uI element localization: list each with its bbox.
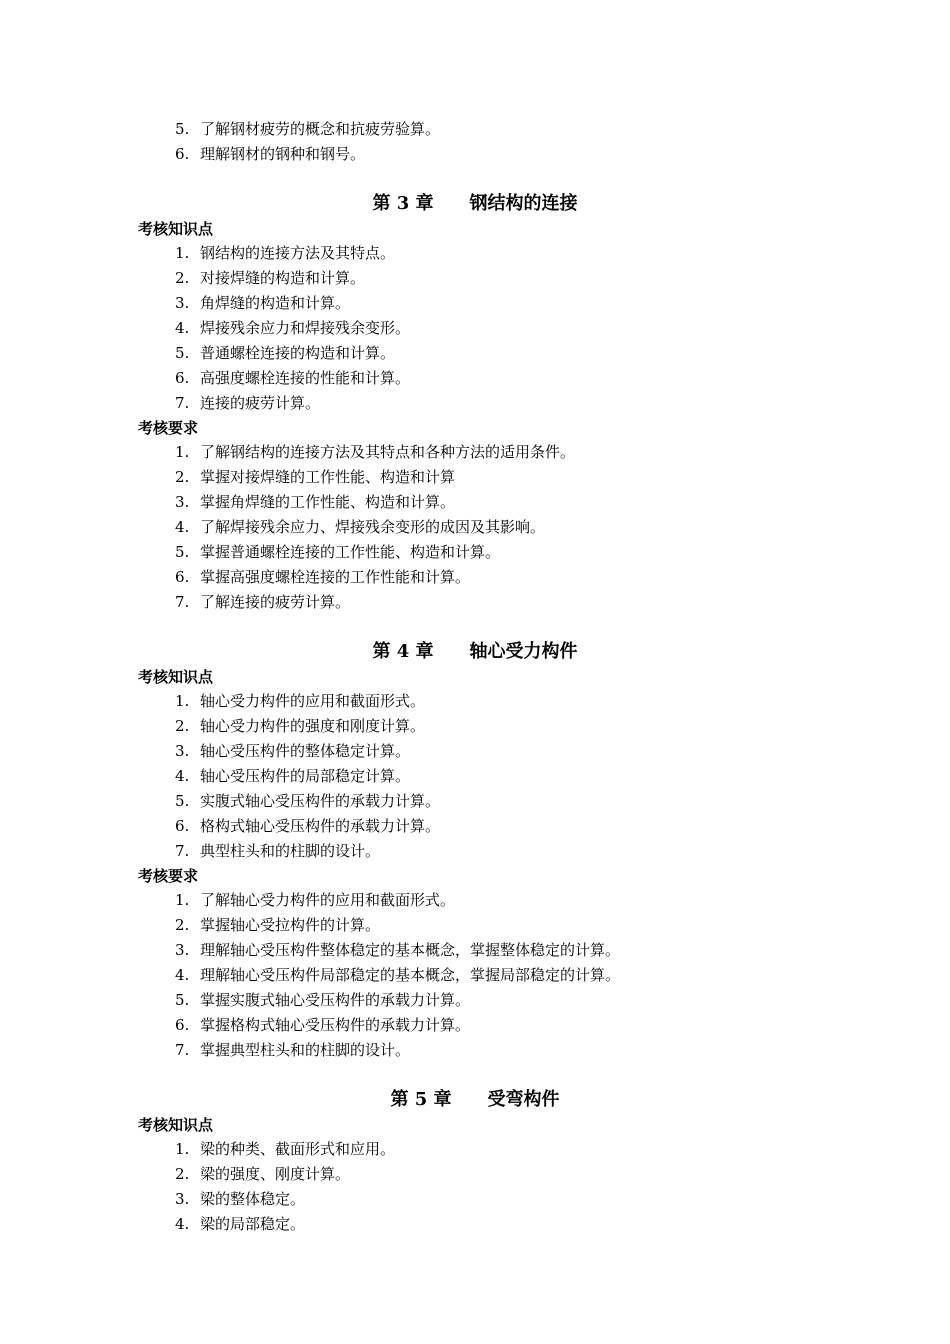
list-item [175, 341, 395, 365]
item-text: 梁的整体稳定。 [200, 1190, 306, 1208]
list-item [175, 689, 425, 713]
item-number: 5. [175, 120, 190, 138]
item-text: 了解钢材疲劳的概念和抗疲劳验算。 [200, 120, 441, 138]
chapter-heading [0, 190, 950, 218]
section-label: 考核要求 [138, 867, 199, 885]
item-number: 5. [175, 792, 190, 810]
list-item [175, 739, 410, 763]
list-item [175, 291, 350, 315]
item-number: 3. [175, 493, 190, 511]
item-number: 3. [175, 1190, 190, 1208]
list-item [175, 391, 320, 415]
item-text: 掌握格构式轴心受压构件的承载力计算。 [200, 1016, 471, 1034]
list-item [175, 266, 365, 290]
item-text: 轴心受压构件的局部稳定计算。 [200, 767, 411, 785]
item-text: 掌握普通螺栓连接的工作性能、构造和计算。 [200, 543, 501, 561]
item-number: 2. [175, 1165, 190, 1183]
list-item [175, 142, 365, 166]
item-text: 了解焊接残余应力、焊接残余变形的成因及其影响。 [200, 518, 546, 536]
chapter-number: 第 4 章 [372, 641, 434, 662]
item-text: 掌握典型柱头和的柱脚的设计。 [200, 1041, 411, 1059]
item-number: 6. [175, 568, 190, 586]
item-number: 2. [175, 269, 190, 287]
item-text: 理解轴心受压构件整体稳定的基本概念，掌握整体稳定的计算。 [200, 941, 621, 959]
item-number: 7. [175, 394, 190, 412]
item-number: 6. [175, 817, 190, 835]
chapter-title: 钢结构的连接 [469, 193, 578, 214]
list-item [175, 515, 545, 539]
chapter-heading [0, 1086, 950, 1114]
item-number: 5. [175, 991, 190, 1009]
list-item [175, 714, 425, 738]
section-label: 考核知识点 [138, 668, 214, 686]
list-item [175, 1162, 350, 1186]
item-text: 掌握高强度螺栓连接的工作性能和计算。 [200, 568, 471, 586]
item-text: 轴心受压构件的整体稳定计算。 [200, 742, 411, 760]
list-item [175, 241, 395, 265]
item-number: 3. [175, 941, 190, 959]
item-text: 理解轴心受压构件局部稳定的基本概念，掌握局部稳定的计算。 [200, 966, 621, 984]
list-item [175, 590, 350, 614]
item-number: 3. [175, 294, 190, 312]
item-text: 掌握轴心受拉构件的计算。 [200, 916, 381, 934]
item-number: 1. [175, 244, 190, 262]
item-text: 了解连接的疲劳计算。 [200, 593, 351, 611]
list-item [175, 938, 620, 962]
item-text: 格构式轴心受压构件的承载力计算。 [200, 817, 441, 835]
chapter-number: 第 3 章 [372, 193, 434, 214]
item-text: 普通螺栓连接的构造和计算。 [200, 344, 396, 362]
chapter-title: 轴心受力构件 [469, 641, 578, 662]
list-item [175, 1212, 305, 1236]
item-text: 掌握实腹式轴心受压构件的承载力计算。 [200, 991, 471, 1009]
list-item [175, 565, 470, 589]
list-item [175, 465, 455, 489]
chapter-title: 受弯构件 [487, 1089, 560, 1110]
item-number: 2. [175, 916, 190, 934]
list-item [175, 988, 470, 1012]
item-text: 轴心受力构件的强度和刚度计算。 [200, 717, 426, 735]
item-number: 6. [175, 145, 190, 163]
item-text: 了解钢结构的连接方法及其特点和各种方法的适用条件。 [200, 443, 576, 461]
item-number: 7. [175, 1041, 190, 1059]
section-label: 考核知识点 [138, 1116, 214, 1134]
list-item [175, 764, 410, 788]
item-number: 4. [175, 1215, 190, 1233]
item-number: 7. [175, 593, 190, 611]
item-text: 了解轴心受力构件的应用和截面形式。 [200, 891, 456, 909]
item-number: 4. [175, 767, 190, 785]
item-text: 掌握角焊缝的工作性能、构造和计算。 [200, 493, 456, 511]
item-number: 1. [175, 443, 190, 461]
item-number: 4. [175, 319, 190, 337]
item-number: 5. [175, 344, 190, 362]
item-number: 2. [175, 717, 190, 735]
item-number: 4. [175, 966, 190, 984]
list-item [175, 913, 380, 937]
list-item [175, 316, 410, 340]
item-number: 7. [175, 842, 190, 860]
list-item [175, 490, 455, 514]
chapter-heading [0, 638, 950, 666]
item-text: 轴心受力构件的应用和截面形式。 [200, 692, 426, 710]
item-number: 1. [175, 1140, 190, 1158]
item-text: 典型柱头和的柱脚的设计。 [200, 842, 381, 860]
item-text: 梁的局部稳定。 [200, 1215, 306, 1233]
list-item [175, 789, 440, 813]
item-text: 理解钢材的钢种和钢号。 [200, 145, 366, 163]
item-number: 2. [175, 468, 190, 486]
item-text: 梁的种类、截面形式和应用。 [200, 1140, 396, 1158]
list-item [175, 888, 455, 912]
item-number: 6. [175, 1016, 190, 1034]
list-item [175, 1187, 305, 1211]
list-item [175, 540, 500, 564]
item-number: 4. [175, 518, 190, 536]
list-item [175, 839, 380, 863]
item-text: 掌握对接焊缝的工作性能、构造和计算 [200, 468, 456, 486]
item-text: 对接焊缝的构造和计算。 [200, 269, 366, 287]
section-label: 考核知识点 [138, 220, 214, 238]
item-text: 钢结构的连接方法及其特点。 [200, 244, 396, 262]
item-text: 角焊缝的构造和计算。 [200, 294, 351, 312]
list-item [175, 1013, 470, 1037]
item-text: 梁的强度、刚度计算。 [200, 1165, 351, 1183]
list-item [175, 814, 440, 838]
item-number: 6. [175, 369, 190, 387]
item-text: 实腹式轴心受压构件的承载力计算。 [200, 792, 441, 810]
item-number: 1. [175, 692, 190, 710]
item-number: 3. [175, 742, 190, 760]
list-item [175, 366, 410, 390]
section-label: 考核要求 [138, 419, 199, 437]
list-item [175, 1137, 395, 1161]
list-item [175, 963, 620, 987]
list-item [175, 440, 575, 464]
list-item [175, 1038, 410, 1062]
item-number: 5. [175, 543, 190, 561]
item-text: 连接的疲劳计算。 [200, 394, 321, 412]
item-text: 高强度螺栓连接的性能和计算。 [200, 369, 411, 387]
item-number: 1. [175, 891, 190, 909]
list-item [175, 117, 440, 141]
chapter-number: 第 5 章 [390, 1089, 452, 1110]
item-text: 焊接残余应力和焊接残余变形。 [200, 319, 411, 337]
